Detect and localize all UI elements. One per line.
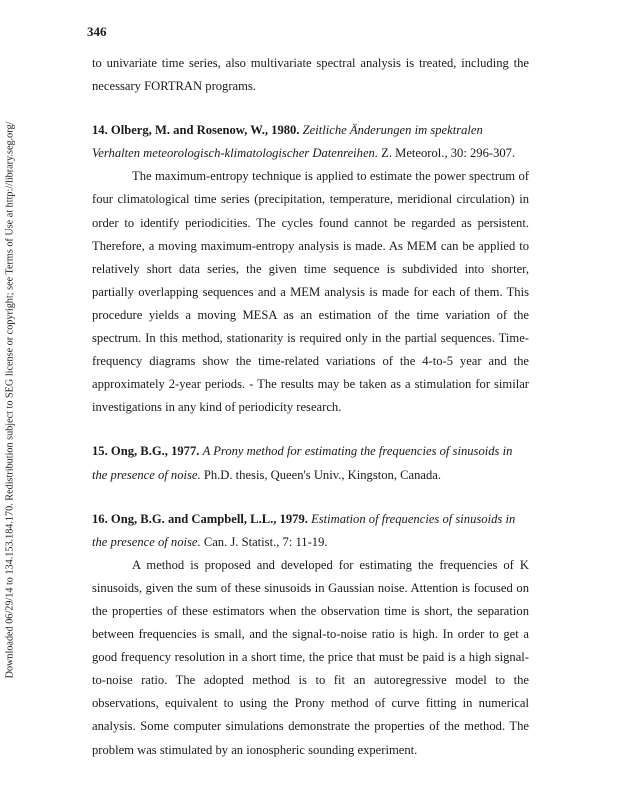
reference-16-heading <box>92 508 529 554</box>
reference-15-number: 15. <box>92 444 108 459</box>
reference-16 <box>92 508 529 762</box>
reference-14-abstract: The maximum-entropy technique is applied to estimate the power spectrum of four climatological time series (precipitation, temperature, meridional circulation) in order to identify periodicities. The cycles found cannot be regarded as persistent. Therefore, a moving maximum-entropy analysis is made. As MEM can be applied to relatively short data series, the given time sequence is subdivided into shorter, partially overlapping sequences and a MEM analysis is made for each of them. This procedure yields a moving MESA as an estimation of the time variation of the spectrum. In this method, stationarity is required only in the partial sequences. Time-frequency diagrams show the time-related variations of the 4-to-5 year and the approximately 2-year periods. - The results may be taken as a stimulation for similar investigations in any kind of periodicity research. <box>92 169 529 415</box>
download-notice-text: Downloaded 06/29/14 to 134.153.184.170. Redistribution subject to SEG license or copyright; see Terms of Use at http://library.seg.org/ <box>4 121 16 679</box>
reference-14 <box>92 119 529 419</box>
reference-16-number: 16. <box>92 511 108 526</box>
page-number: 346 <box>87 24 107 39</box>
reference-15-heading <box>92 440 529 486</box>
reference-16-authors: Ong, B.G. and Campbell, L.L., 1979. <box>110 511 308 526</box>
reference-15-authors: Ong, B.G., 1977. <box>110 444 200 459</box>
reference-14-number: 14. <box>92 123 108 138</box>
reference-15 <box>92 440 529 486</box>
reference-16-abstract: A method is proposed and developed for estimating the frequencies of K sinusoids, given the sum of these sinusoids in Gaussian noise. Attention is focused on the properties of these estimators when the observation time is short, the separation between frequencies is small, and the signal-to-noise ratio is high. In order to get a good frequency resolution in a short time, the price that must be paid is a high signal-to-noise ratio. The adopted method is to fit an autoregressive model to the observations, equivalent to using the Prony method of curve fitting in numerical analysis. Some computer simulations demonstrate the properties of the method. The problem was stimulated by an ionospheric sounding experiment. <box>92 557 529 757</box>
reference-14-authors: Olberg, M. and Rosenow, W., 1980. <box>110 123 300 138</box>
intro-paragraph: to univariate time series, also multivariate spectral analysis is treated, including the necessary FORTRAN programs. <box>92 56 529 94</box>
reference-15-title: A Prony method for estimating the frequencies of sinusoids in the presence of noise. <box>92 444 513 482</box>
reference-16-title: Estimation of frequencies of sinusoids in the presence of noise. <box>92 511 516 549</box>
reference-16-source: Can. J. Statist., 7: 11-19. <box>203 534 328 549</box>
reference-14-source: Z. Meteorol., 30: 296-307. <box>381 146 516 161</box>
page-body <box>92 52 529 762</box>
reference-14-title: Zeitliche Änderungen im spektralen Verhalten meteorologisch-klimatologischer Datenreihen. <box>92 123 483 161</box>
reference-14-heading <box>92 119 529 165</box>
reference-15-source: Ph.D. thesis, Queen's Univ., Kingston, Canada. <box>203 467 442 482</box>
